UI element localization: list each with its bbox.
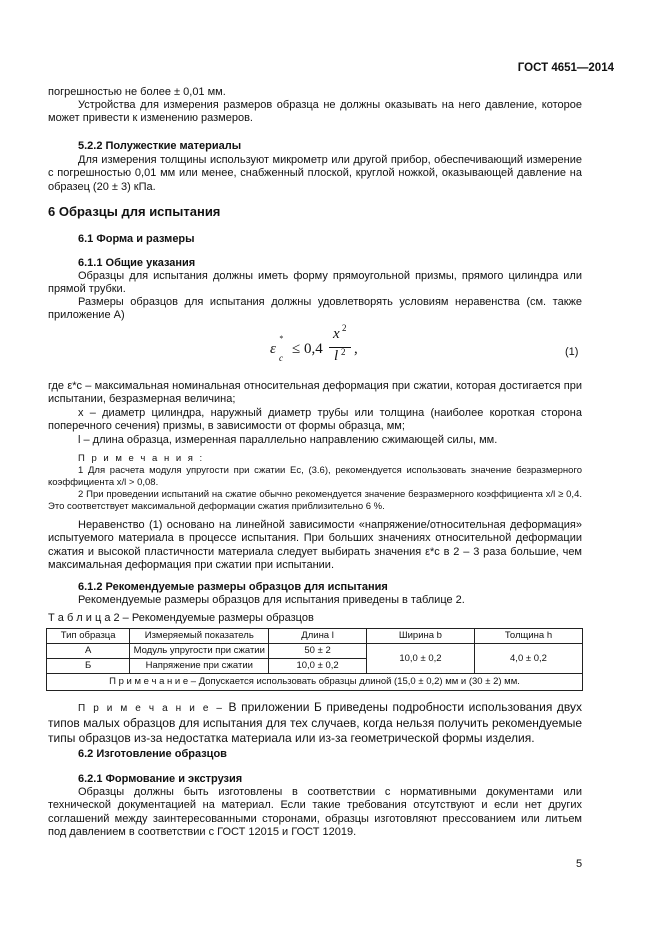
paragraph: Образцы должны быть изготовлены в соответствии с нормативными документами или технической документацией на материал. Если такие требования отсутствуют и если нет других соглашений между заинтересованными сторонами, образцы изготовляют прессованием или литьем под давлением в соответствии с ГОСТ 12015 и ГОСТ 12019. [48, 786, 582, 838]
formula-comma: , [354, 341, 358, 357]
definition: x – диаметр цилиндра, наружный диаметр трубы или толщина (наиболее короткая сторона поперечного сечения) призмы, в зависимости от формы образца, мм; [48, 407, 582, 433]
paragraph: Образцы для испытания должны иметь форму прямоугольной призмы, прямого цилиндра или прямой трубки. [48, 270, 582, 296]
table-cell: 10,0 ± 0,2 [269, 659, 367, 674]
section-heading: 6.2 Изготовление образцов [78, 748, 227, 760]
definition: l – длина образца, измеренная параллельно направлению сжимающей силы, мм. [78, 434, 498, 446]
paragraph: Неравенство (1) основано на линейной зависимости «напряжение/относительная деформация» испытуемого материала в процессе испытания. При больших значениях относительной деформации сжатия и высокой пластичности материала следует выбирать значения ε*c в 2 – 3 раза большие, чем максимальная деформация при сжатии при испытании. [48, 519, 582, 571]
note-lead: П р и м е ч а н и е – [78, 703, 224, 714]
formula-denominator-power: 2 [341, 347, 346, 357]
table-header-row [47, 629, 583, 644]
paragraph: Рекомендуемые размеры образцов для испытания приведены в таблице 2. [78, 594, 465, 606]
page-number: 5 [576, 858, 583, 870]
table-cell: 4,0 ± 0,2 [474, 644, 582, 674]
table-header: Ширина b [366, 629, 474, 644]
paragraph [48, 700, 582, 747]
note: 1 Для расчета модуля упругости при сжатии Ec, (3.6), рекомендуется использовать значение безразмерного коэффициента x/l > 0,08. [48, 465, 582, 489]
formula-number: (1) [565, 346, 579, 358]
notes-title: П р и м е ч а н и я : [78, 453, 205, 464]
formula-superscript: * [279, 334, 283, 343]
formula-relation: ≤ 0,4 [292, 341, 323, 357]
section-heading: 6.1 Форма и размеры [78, 233, 195, 245]
note: 2 При проведении испытаний на сжатие обычно рекомендуется значение безразмерного коэффициента x/l ≥ 0,4. Это соответствует максимальной деформации сжатия приблизительно 6 %. [48, 489, 582, 513]
formula-epsilon: ε [270, 341, 276, 357]
formula [270, 325, 390, 375]
table-cell: Б [47, 659, 130, 674]
formula-denominator: l [334, 348, 339, 364]
formula-numerator: x [333, 326, 340, 342]
table-note-row [47, 674, 583, 691]
section-heading: 6.1.2 Рекомендуемые размеры образцов для испытания [78, 581, 388, 593]
table-cell: Модуль упругости при сжатии [130, 644, 269, 659]
dimensions-table [46, 628, 583, 691]
table-cell: 50 ± 2 [269, 644, 367, 659]
formula-subscript: c [279, 353, 283, 363]
document-code: ГОСТ 4651—2014 [517, 62, 614, 74]
paragraph: Для измерения толщины используют микрометр или другой прибор, обеспечивающий измерение с погрешностью 0,01 мм или менее, снабженный плоской, круглой ножкой, оказывающей давление на образец (20 ± 3) кПа. [48, 154, 582, 193]
table-cell: Напряжение при сжатии [130, 659, 269, 674]
section-heading: 6.2.1 Формование и экструзия [78, 773, 243, 785]
paragraph: Размеры образцов для испытания должны удовлетворять условиям неравенства (см. также приложение А) [48, 296, 582, 322]
table-header: Толщина h [474, 629, 582, 644]
formula-numerator-power: 2 [342, 323, 347, 333]
table-header: Измеряемый показатель [130, 629, 269, 644]
paragraph: Устройства для измерения размеров образца не должны оказывать на него давление, которое может привести к изменению размеров. [48, 99, 582, 125]
table-row [47, 644, 583, 659]
table-cell: 10,0 ± 0,2 [366, 644, 474, 674]
table-cell: А [47, 644, 130, 659]
section-heading: 6 Образцы для испытания [48, 204, 221, 219]
paragraph: погрешностью не более ± 0,01 мм. [48, 86, 226, 98]
section-heading: 6.1.1 Общие указания [78, 257, 196, 269]
table-header: Тип образца [47, 629, 130, 644]
fraction-bar [329, 347, 351, 348]
definition: где ε*c – максимальная номинальная относительная деформация при сжатии, которая достигается при испытании, безразмерная величина; [48, 380, 582, 406]
table-note: П р и м е ч а н и е – Допускается использовать образцы длиной (15,0 ± 0,2) мм и (30 ± 2) мм. [47, 674, 583, 691]
table-header: Длина l [269, 629, 367, 644]
section-heading: 5.2.2 Полужесткие материалы [78, 140, 242, 152]
note-text: В приложении Б приведены подробности использования двух типов малых образцов для испытания для тех случаев, когда нельзя получить рекомендуемые типы образцов из-за недостатка материала или из-за геометрической формы изделия. [48, 700, 582, 746]
table-caption: Т а б л и ц а 2 – Рекомендуемые размеры образцов [48, 612, 314, 624]
